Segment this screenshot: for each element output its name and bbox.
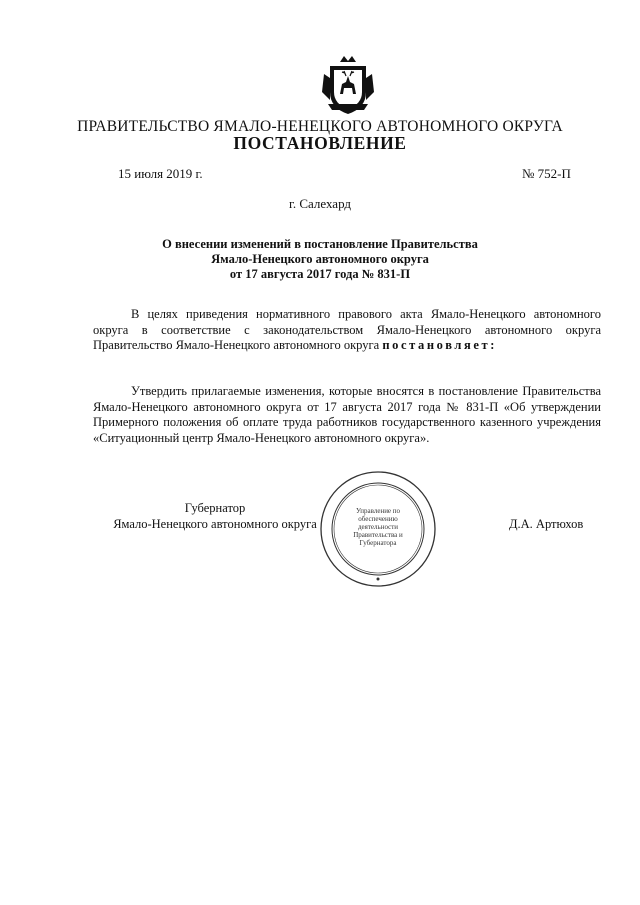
signatory-role-line-2: Ямало-Ненецкого автономного округа xyxy=(113,516,317,531)
signatory-role-line-1: Губернатор xyxy=(184,501,246,515)
organization-name: ПРАВИТЕЛЬСТВО ЯМАЛО-НЕНЕЦКОГО АВТОНОМНОГО ОКРУГА xyxy=(77,118,563,135)
document-city: г. Салехард xyxy=(288,196,352,211)
title-line-3: от 17 августа 2017 года № 831-П xyxy=(229,267,411,281)
paragraph-1-text: В целях приведения нормативного правового акта Ямало-Ненецкого автономного округа в соответствие с законодательством Ямало-Ненецкого автономного округа Правительство Ямало-Ненецкого автономного округа xyxy=(93,307,601,352)
title-line-2: Ямало-Ненецкого автономного округа xyxy=(211,252,429,266)
document-type: ПОСТАНОВЛЕНИЕ xyxy=(233,133,407,153)
document-date: 15 июля 2019 г. xyxy=(118,166,203,181)
document-title xyxy=(0,237,640,282)
document-number: № 752-П xyxy=(522,166,571,181)
signatory-name: Д.А. Артюхов xyxy=(509,517,584,531)
body-paragraph-2: Утвердить прилагаемые изменения, которые вносятся в постановление Правительства Ямало-Ненецкого автономного округа от 17 августа 2017 года № 831-П «Об утверждении Примерного положения об оплате труда работников государственного казенного учреждения «Ситуационный центр Ямало-Ненецкого автономного округа». xyxy=(93,384,601,445)
signatory-role xyxy=(93,501,337,532)
title-line-1: О внесении изменений в постановление Правительства xyxy=(162,237,478,251)
decree-keyword: постановляет xyxy=(382,338,491,352)
yamal-coat-of-arms-icon xyxy=(318,54,378,116)
decree-keyword-colon: : xyxy=(490,338,495,352)
stamp-center-text: Управление по обеспечению деятельности Правительства и Губернатора xyxy=(353,507,403,547)
body-paragraph-1 xyxy=(93,307,601,354)
